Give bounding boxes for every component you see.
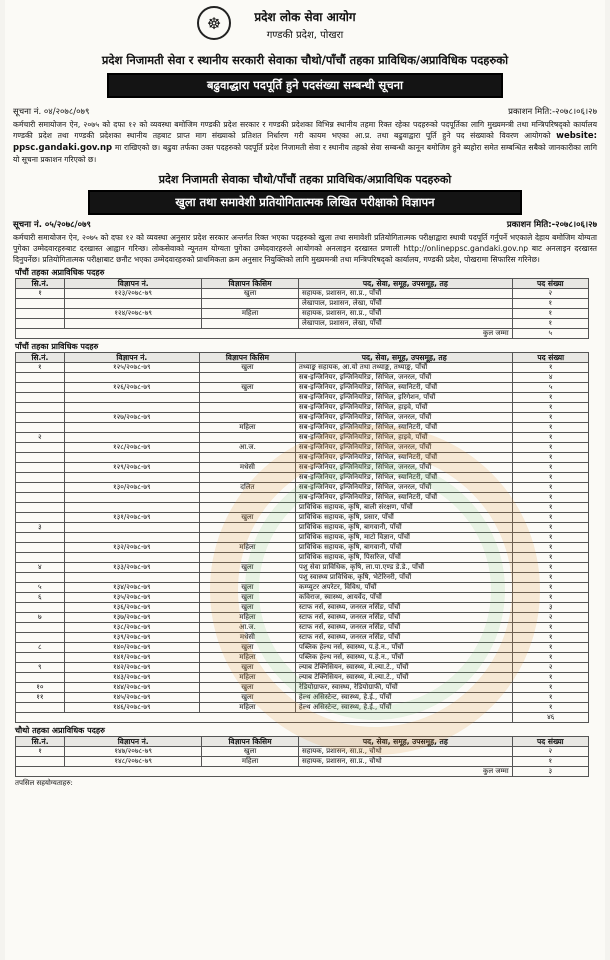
- ad-type-cell: महिला: [199, 543, 295, 553]
- ad-number-cell: १३७/२०७८-७९: [64, 613, 199, 623]
- post-detail-cell: सब-इन्जिनियर, इन्जिनियरिङ, सिभिल, जनरल, पाँचौं: [295, 463, 513, 473]
- post-detail-cell: कम्प्युटर अपरेटर, विविध, पाँचौं: [295, 583, 513, 593]
- post-detail-cell: सब-इन्जिनियर, इन्जिनियरिङ, सिभिल, जनरल, पाँचौं: [295, 443, 513, 453]
- serial-number-cell: [16, 573, 65, 583]
- ad-number-cell: [64, 393, 199, 403]
- serial-number-cell: [16, 553, 65, 563]
- post-detail-cell: स्टाफ नर्स, स्वास्थ्य, जनरल नर्सिङ, पाँचौं: [295, 623, 513, 633]
- ad-type-cell: खुला: [199, 593, 295, 603]
- post-count-cell: ३: [513, 603, 589, 613]
- ad-number-cell: १३२/२०७८-७९: [64, 543, 199, 553]
- post-detail-cell: सब-इन्जिनियर, इन्जिनियरिङ, सिभिल, जनरल, पाँचौं: [295, 373, 513, 383]
- post-count-cell: १: [513, 673, 589, 683]
- column-header-post-detail: पद, सेवा, समूह, उपसमूह, तह: [298, 279, 512, 289]
- serial-number-cell: [16, 299, 65, 309]
- ad-type-cell: [202, 299, 299, 309]
- ad-type-cell: आ.ज.: [199, 623, 295, 633]
- ad-number-cell: १४८/२०७८-७९: [65, 757, 202, 767]
- post-detail-cell: स्टाफ नर्स, स्वास्थ्य, जनरल नर्सिङ, पाँचौं: [295, 633, 513, 643]
- post-count-cell: १: [513, 563, 589, 573]
- serial-number-cell: ६: [16, 593, 65, 603]
- ad-type-cell: खुला: [202, 747, 299, 757]
- ad-type-cell: [199, 573, 295, 583]
- ad-type-cell: मधेसी: [199, 463, 295, 473]
- post-count-cell: २: [512, 747, 588, 757]
- post-count-cell: १: [513, 453, 589, 463]
- table-row: [16, 289, 589, 299]
- table-row: [16, 503, 589, 513]
- serial-number-cell: ११: [16, 693, 65, 703]
- post-detail-cell: सब-इन्जिनियर, इन्जिनियरिङ, सिभिल, जनरल, पाँचौं: [295, 413, 513, 423]
- ad-type-cell: महिला: [199, 423, 295, 433]
- promotion-notice-banner: बढुवाद्धारा पदपूर्ति हुने पदसंख्या सम्बन्धी सूचना: [107, 73, 503, 98]
- table-row: [16, 493, 589, 503]
- serial-number-cell: [16, 483, 65, 493]
- table-row: [16, 413, 589, 423]
- post-detail-cell: रेडियोग्राफर, स्वास्थ्य, रेडियोग्राफी, पाँचौं: [295, 683, 513, 693]
- ad-number-cell: [64, 533, 199, 543]
- ad-number-cell: १२८/२०७८-७९: [64, 443, 199, 453]
- table-row: [16, 693, 589, 703]
- ad-type-cell: खुला: [199, 683, 295, 693]
- ad-number-cell: १४७/२०७८-७९: [65, 747, 202, 757]
- post-detail-cell: सहायक, प्रशासन, सा.प्र., पाँचौं: [298, 289, 512, 299]
- ad-type-cell: महिला: [199, 673, 295, 683]
- ad-number-cell: [65, 299, 202, 309]
- post-count-cell: २: [513, 613, 589, 623]
- table-row: [16, 463, 589, 473]
- post-detail-cell: पब्लिक हेल्थ नर्स, स्वास्थ्य, प.हे.न., पाँचौं: [295, 643, 513, 653]
- ad-number-cell: १२७/२०७८-७९: [64, 413, 199, 423]
- serial-number-cell: [16, 513, 65, 523]
- post-detail-cell: प्राविधिक सहायक, कृषि, पिसरिज, पाँचौं: [295, 553, 513, 563]
- ad-number-cell: १३३/२०७८-७९: [64, 563, 199, 573]
- post-count-cell: १: [513, 593, 589, 603]
- notice1-date: प्रकाशन मिति:-२०७८।०६।२७: [508, 107, 597, 117]
- ad-type-cell: [199, 433, 295, 443]
- notice2-date: प्रकाशन मिति:-२०७८।०६।२७: [506, 220, 597, 230]
- ad-number-cell: [65, 319, 202, 329]
- column-header-ad-number: विज्ञापन नं.: [65, 279, 202, 289]
- table-row: [16, 523, 589, 533]
- ad-type-cell: खुला: [199, 363, 295, 373]
- ad-number-cell: १२५/२०७८-७९: [64, 363, 199, 373]
- serial-number-cell: १: [16, 289, 65, 299]
- notice1-body-end: मा राखिएको छ। बढुवा तर्फका उक्त पदहरुको पदपूर्ति प्रदेश निजामती सेवा र स्थानीय तहको सेवा सम्बन्धी कानून बमोजिम हुने ब्यहोरा समेत सम्बन्धित सबैको जानकारीका लागि यो सूचना प्रकाशन गरिएको छ।: [13, 143, 597, 164]
- ad-type-cell: आ.ज.: [199, 443, 295, 453]
- table-row: [16, 613, 589, 623]
- serial-number-cell: [16, 473, 65, 483]
- ad-number-cell: [64, 423, 199, 433]
- table-row: [16, 683, 589, 693]
- table-row: [16, 299, 589, 309]
- ad-number-cell: १४२/२०७८-७९: [64, 663, 199, 673]
- organization-name: प्रदेश लोक सेवा आयोग: [254, 10, 356, 24]
- ad-type-cell: खुला: [199, 603, 295, 613]
- post-detail-cell: लेखापाल, प्रशासन, लेखा, पाँचौं: [298, 299, 512, 309]
- notice1-body: कर्मचारी समायोजन ऐन, २०७५ को दफा १२ को व्यवस्था बमोजिम गण्डकी प्रदेश सरकार र गण्डकी प्रदेशका विभिन्न स्थानीय तहमा रिक्त रहेका पदहरुको पदपूर्तिका लागि मुख्यमन्त्री तथा मन्त्रिपरिषद्को कार्यालय गण्डकी प्रदेश तथा गण्डकी प्रदेशका स्थानीय तहबाट प्राप्त माग संख्याको प्रतिशत निर्धारण गरी कायम भएका आ.प्र. तथा बढुवाद्वारा पूर्ति हुने पद संख्याको विवरण आयोगको: [13, 120, 597, 140]
- ad-type-cell: [199, 393, 295, 403]
- serial-number-cell: ३: [16, 523, 65, 533]
- post-count-cell: १: [512, 309, 588, 319]
- table-row: [16, 453, 589, 463]
- serial-number-cell: [16, 373, 65, 383]
- serial-number-cell: २: [16, 433, 65, 443]
- post-detail-cell: तथ्याङ्क सहायक, आ.यो तथा तथ्याङ्क, तथ्याङ्क, पाँचौं: [295, 363, 513, 373]
- post-detail-cell: सब-इन्जिनियर, इन्जिनियरिङ, सिभिल, हाइवे, पाँचौं: [295, 403, 513, 413]
- ad-type-cell: दलित: [199, 483, 295, 493]
- notice2-meta: [5, 219, 605, 230]
- ad-number-cell: [64, 493, 199, 503]
- organization-address: गण्डकी प्रदेश, पोखरा: [266, 30, 344, 41]
- post-detail-cell: सब-इन्जिनियर, इन्जिनियरिङ, सिभिल, स्यानिटरी, पाँचौं: [295, 473, 513, 483]
- total-label: [16, 713, 513, 723]
- ad-number-cell: १४३/२०७८-७९: [64, 673, 199, 683]
- post-count-cell: १: [513, 503, 589, 513]
- serial-number-cell: [16, 757, 65, 767]
- notice-page: [5, 0, 605, 960]
- notice1-meta: [5, 106, 605, 117]
- notice1-number: सूचना नं. ०४/२०७८/०७९: [13, 107, 90, 117]
- ad-type-cell: महिला: [199, 613, 295, 623]
- table-row: [16, 747, 589, 757]
- table-row: [16, 653, 589, 663]
- post-detail-cell: कविराज, स्वास्थ्य, आयर्वेद, पाँचौं: [295, 593, 513, 603]
- ad-type-cell: [199, 473, 295, 483]
- ad-type-cell: [199, 453, 295, 463]
- post-detail-cell: प्राविधिक सहायक, कृषि, बागवानी, पाँचौं: [295, 523, 513, 533]
- table-row: [16, 473, 589, 483]
- table-level4-nontechnical: [15, 736, 589, 777]
- post-detail-cell: सहायक, प्रशासन, सा.प्र., पाँचौं: [298, 309, 512, 319]
- post-count-cell: ४: [513, 373, 589, 383]
- total-row: [16, 767, 589, 777]
- post-count-cell: १: [513, 633, 589, 643]
- post-count-cell: २: [513, 663, 589, 673]
- ad-type-cell: [199, 403, 295, 413]
- serial-number-cell: ९: [16, 663, 65, 673]
- column-header-ad-number: विज्ञापन नं.: [64, 353, 199, 363]
- post-detail-cell: सब-इन्जिनियर, इन्जिनियरिङ, सिभिल, स्यानिटरी, पाँचौं: [295, 493, 513, 503]
- table-row: [16, 663, 589, 673]
- post-count-cell: १: [513, 403, 589, 413]
- table-row: [16, 363, 589, 373]
- post-count-cell: १: [513, 523, 589, 533]
- post-detail-cell: सब-इन्जिनियर, इन्जिनियरिङ, सिभिल, जनरल, पाँचौं: [295, 483, 513, 493]
- ad-number-cell: १३४/२०७८-७९: [64, 583, 199, 593]
- website-link[interactable]: website: ppsc.gandaki.gov.np: [13, 131, 597, 153]
- serial-number-cell: [16, 443, 65, 453]
- post-detail-cell: ल्याब टेक्निसियन, स्वास्थ्य, मे.ल्या.टे., पाँचौं: [295, 663, 513, 673]
- table-row: [16, 633, 589, 643]
- ad-type-cell: [199, 503, 295, 513]
- table-row: [16, 573, 589, 583]
- post-detail-cell: सहायक, प्रशासन, सा.प्र., चौथो: [298, 747, 512, 757]
- serial-number-cell: १: [16, 747, 65, 757]
- table-row: [16, 513, 589, 523]
- serial-number-cell: [16, 703, 65, 713]
- column-header-ad-type: विज्ञापन किसिम: [202, 279, 299, 289]
- ad-type-cell: [199, 523, 295, 533]
- post-count-cell: १: [513, 643, 589, 653]
- table-level5-nontechnical: [15, 278, 589, 339]
- ad-type-cell: खुला: [199, 513, 295, 523]
- ad-number-cell: [64, 403, 199, 413]
- ad-type-cell: [199, 553, 295, 563]
- serial-number-cell: ८: [16, 643, 65, 653]
- post-count-cell: १: [513, 473, 589, 483]
- ad-number-cell: १४४/२०७८-७९: [64, 683, 199, 693]
- post-detail-cell: लेखापाल, प्रशासन, लेखा, पाँचौं: [298, 319, 512, 329]
- post-count-cell: १: [512, 299, 588, 309]
- table-row: [16, 533, 589, 543]
- table-row: [16, 593, 589, 603]
- table-row: [16, 757, 589, 767]
- total-label: कुल जम्मा: [16, 767, 513, 777]
- ad-number-cell: १३६/२०७८-७९: [64, 603, 199, 613]
- post-count-cell: १: [513, 533, 589, 543]
- post-detail-cell: हेल्थ असिस्टेन्ट, स्वास्थ्य, हे.ई., पाँचौं: [295, 703, 513, 713]
- ad-type-cell: खुला: [199, 693, 295, 703]
- ad-number-cell: १३१/२०७८-७९: [64, 513, 199, 523]
- column-header-post-count: पद संख्या: [513, 353, 589, 363]
- ad-number-cell: १३८/२०७८-७९: [64, 623, 199, 633]
- total-count: ३: [512, 767, 588, 777]
- table1-title: पाँचौं तहका अप्राविधिक पदहरु: [15, 268, 105, 277]
- ad-type-cell: खुला: [202, 289, 299, 299]
- serial-number-cell: [16, 603, 65, 613]
- notice-subtitle: प्रदेश निजामती सेवा र स्थानीय सरकारी सेवाका चौथो/पाँचौं तहका प्राविधिक/अप्राविधिक पदहरुको: [101, 53, 509, 67]
- table-row: [16, 703, 589, 713]
- table-row: [16, 443, 589, 453]
- post-detail-cell: पशु स्वास्थ्य प्राविधिक, कृषि, भेटेरिनरी, पाँचौं: [295, 573, 513, 583]
- table-row: [16, 553, 589, 563]
- serial-number-cell: ४: [16, 563, 65, 573]
- post-count-cell: १: [513, 653, 589, 663]
- post-count-cell: १: [513, 363, 589, 373]
- column-header-serial-number: सि.नं.: [16, 353, 65, 363]
- serial-number-cell: [16, 543, 65, 553]
- post-count-cell: १: [513, 393, 589, 403]
- ad-type-cell: [199, 373, 295, 383]
- post-count-cell: ५: [513, 383, 589, 393]
- post-detail-cell: पब्लिक हेल्थ नर्स, स्वास्थ्य, प.हे.न., पाँचौं: [295, 653, 513, 663]
- table-row: [16, 393, 589, 403]
- serial-number-cell: [16, 393, 65, 403]
- table-row: [16, 543, 589, 553]
- ad-type-cell: खुला: [199, 663, 295, 673]
- notice2-heading: प्रदेश निजामती सेवाका चौथो/पाँचौं तहका प्राविधिक/अप्राविधिक पदहरुको: [158, 173, 452, 186]
- serial-number-cell: [16, 309, 65, 319]
- serial-number-cell: ५: [16, 583, 65, 593]
- post-detail-cell: प्राविधिक सहायक, कृषि, प्रसार, पाँचौं: [295, 513, 513, 523]
- ad-type-cell: [199, 493, 295, 503]
- ad-number-cell: [64, 373, 199, 383]
- ad-number-cell: [64, 433, 199, 443]
- column-header-post-count: पद संख्या: [512, 737, 588, 747]
- table-row: [16, 373, 589, 383]
- ad-number-cell: १२६/२०७८-७९: [64, 383, 199, 393]
- ad-number-cell: [64, 503, 199, 513]
- post-count-cell: १: [513, 493, 589, 503]
- ad-number-cell: [64, 453, 199, 463]
- table-row: [16, 403, 589, 413]
- serial-number-cell: [16, 403, 65, 413]
- table-row: [16, 309, 589, 319]
- ad-number-cell: १४१/२०७८-७९: [64, 653, 199, 663]
- column-header-serial-number: सि.नं.: [16, 279, 65, 289]
- post-detail-cell: प्राविधिक सहायक, कृषि, बागवानी, पाँचौं: [295, 543, 513, 553]
- post-detail-cell: ल्याब टेक्निसियन, स्वास्थ्य, मे.ल्या.टे., पाँचौं: [295, 673, 513, 683]
- table-row: [16, 483, 589, 493]
- post-count-cell: १: [513, 703, 589, 713]
- ad-type-cell: मधेसी: [199, 633, 295, 643]
- ad-number-cell: १२३/२०७८-७९: [65, 289, 202, 299]
- serial-number-cell: [16, 453, 65, 463]
- post-detail-cell: प्राविधिक सहायक, कृषि, माटो विज्ञान, पाँचौं: [295, 533, 513, 543]
- post-detail-cell: प्राविधिक सहायक, कृषि, बाली संरक्षण, पाँचौं: [295, 503, 513, 513]
- column-header-post-detail: पद, सेवा, समूह, उपसमूह, तह: [295, 353, 513, 363]
- ad-number-cell: १३९/२०७८-७९: [64, 633, 199, 643]
- post-detail-cell: स्टाफ नर्स, स्वास्थ्य, जनरल नर्सिङ, पाँचौं: [295, 603, 513, 613]
- total-count: ४६: [513, 713, 589, 723]
- ad-number-cell: १२९/२०७८-७९: [64, 463, 199, 473]
- ad-type-cell: [199, 413, 295, 423]
- column-header-ad-number: विज्ञापन नं.: [65, 737, 202, 747]
- ad-number-cell: [64, 473, 199, 483]
- ad-type-cell: महिला: [199, 703, 295, 713]
- column-header-post-count: पद संख्या: [512, 279, 588, 289]
- ad-type-cell: खुला: [199, 383, 295, 393]
- footer-note: तपसिल सहयोग्यताहरु:: [15, 779, 73, 787]
- column-header-post-detail: पद, सेवा, समूह, उपसमूह, तह: [298, 737, 512, 747]
- post-count-cell: १: [513, 423, 589, 433]
- serial-number-cell: [16, 423, 65, 433]
- total-count: ५: [512, 329, 588, 339]
- serial-number-cell: [16, 533, 65, 543]
- ad-number-cell: १४०/२०७८-७९: [64, 643, 199, 653]
- post-count-cell: १: [512, 757, 588, 767]
- post-detail-cell: सब-इन्जिनियर, इन्जिनियरिङ, सिभिल, स्यानिटरी, पाँचौं: [295, 383, 513, 393]
- post-count-cell: १: [513, 623, 589, 633]
- post-count-cell: १: [513, 583, 589, 593]
- serial-number-cell: [16, 493, 65, 503]
- serial-number-cell: [16, 383, 65, 393]
- ad-number-cell: १४५/२०७८-७९: [64, 693, 199, 703]
- table-row: [16, 623, 589, 633]
- serial-number-cell: [16, 623, 65, 633]
- table-row: [16, 583, 589, 593]
- post-count-cell: १: [513, 693, 589, 703]
- serial-number-cell: [16, 503, 65, 513]
- column-header-ad-type: विज्ञापन किसिम: [202, 737, 299, 747]
- post-count-cell: १: [513, 513, 589, 523]
- table-row: [16, 383, 589, 393]
- total-label: कुल जम्मा: [16, 329, 513, 339]
- table-row: [16, 603, 589, 613]
- serial-number-cell: [16, 673, 65, 683]
- table-row: [16, 563, 589, 573]
- ad-number-cell: १३०/२०७८-७९: [64, 483, 199, 493]
- notice2-text: कर्मचारी समायोजन ऐन, २०७५ को दफा १२ को व्यवस्था अनुसार प्रदेश सरकार अन्तर्गत रिक्त भएका पदहरुको खुला तथा समावेशी प्रतियोगितात्मक परीक्षाद्वारा स्थायी पदपूर्ति गर्नुपर्ने भएकाले देहाय बमोजिम योग्यता पुगेका उम्मेदवारहरुबाट दरखास्त आह्वान गरिन्छ। लोकसेवाको न्यूनतम योग्यता पुगेका उम्मेदवारहरुले आयोगको अनलाइन दरखास्त प्रणाली http://onlineppsc.gandaki.gov.np बाट अनलाइन दरखास्त दिनुपर्नेछ। प्रतियोगितात्मक परीक्षाबाट छनौट भएका उम्मेदवारहरुको प्राथमिकता क्रम अनुसार नियुक्तिको लागि मुख्यमन्त्री तथा मन्त्रिपरिषद्को कार्यालय, गण्डकी प्रदेश, पोखरामा सिफारिस गरिनेछ।: [13, 233, 597, 264]
- post-count-cell: १: [513, 433, 589, 443]
- ad-number-cell: १३५/२०७८-७९: [64, 593, 199, 603]
- post-detail-cell: हेल्थ असिस्टेन्ट, स्वास्थ्य, हे.ई., पाँचौं: [295, 693, 513, 703]
- table-level5-technical: [15, 352, 589, 723]
- serial-number-cell: १: [16, 363, 65, 373]
- post-detail-cell: सब-इन्जिनियर, इन्जिनियरिङ, सिभिल, इरिगेशन, पाँचौं: [295, 393, 513, 403]
- serial-number-cell: १०: [16, 683, 65, 693]
- serial-number-cell: [16, 633, 65, 643]
- table2-title: पाँचौं तहका प्राविधिक पदहरु: [15, 342, 99, 351]
- ad-number-cell: १४६/२०७८-७९: [64, 703, 199, 713]
- notice1-text: [5, 119, 605, 165]
- post-count-cell: १: [512, 319, 588, 329]
- post-count-cell: १: [513, 463, 589, 473]
- post-count-cell: १: [513, 553, 589, 563]
- post-detail-cell: सहायक, प्रशासन, सा.प्र., चौथो: [298, 757, 512, 767]
- exam-advertisement-banner: खुला तथा समावेशी प्रतियोगितात्मक लिखित परीक्षाको विज्ञापन: [88, 190, 522, 215]
- post-detail-cell: सब-इन्जिनियर, इन्जिनियरिङ, सिभिल, हाइवे, पाँचौं: [295, 433, 513, 443]
- notice2-number: सूचना नं. ०५/२०७८/०७९: [13, 220, 91, 230]
- post-count-cell: १: [513, 483, 589, 493]
- total-row: [16, 329, 589, 339]
- ad-number-cell: [64, 573, 199, 583]
- ad-type-cell: खुला: [199, 643, 295, 653]
- table-row: [16, 423, 589, 433]
- table-row: [16, 319, 589, 329]
- ad-type-cell: महिला: [202, 309, 299, 319]
- column-header-ad-type: विज्ञापन किसिम: [199, 353, 295, 363]
- post-detail-cell: स्टाफ नर्स, स्वास्थ्य, जनरल नर्सिङ, पाँचौं: [295, 613, 513, 623]
- ad-type-cell: महिला: [202, 757, 299, 767]
- table-row: [16, 643, 589, 653]
- post-detail-cell: पशु सेवा प्राविधिक, कृषि, ला.पा.एण्ड डे.डे., पाँचौं: [295, 563, 513, 573]
- serial-number-cell: [16, 463, 65, 473]
- post-detail-cell: सब-इन्जिनियर, इन्जिनियरिङ, सिभिल, स्यानिटरी, पाँचौं: [295, 453, 513, 463]
- table3-title: चौथो तहका अप्राविधिक पदहरु: [15, 726, 105, 735]
- post-count-cell: १: [513, 443, 589, 453]
- ad-type-cell: [202, 319, 299, 329]
- ad-type-cell: [199, 533, 295, 543]
- serial-number-cell: ७: [16, 613, 65, 623]
- post-count-cell: १: [513, 573, 589, 583]
- table-row: [16, 433, 589, 443]
- post-detail-cell: सब-इन्जिनियर, इन्जिनियरिङ, सिभिल, स्यानिटरी, पाँचौं: [295, 423, 513, 433]
- serial-number-cell: [16, 413, 65, 423]
- total-row: [16, 713, 589, 723]
- notice-header: [5, 0, 605, 52]
- ad-number-cell: [64, 553, 199, 563]
- table-row: [16, 673, 589, 683]
- post-count-cell: १: [513, 413, 589, 423]
- post-count-cell: २: [512, 289, 588, 299]
- post-count-cell: १: [513, 543, 589, 553]
- ad-number-cell: [64, 523, 199, 533]
- post-count-cell: १: [513, 683, 589, 693]
- government-emblem-icon: ☸: [197, 6, 231, 40]
- serial-number-cell: [16, 653, 65, 663]
- ad-number-cell: १२४/२०७८-७९: [65, 309, 202, 319]
- ad-type-cell: खुला: [199, 563, 295, 573]
- column-header-serial-number: सि.नं.: [16, 737, 65, 747]
- ad-type-cell: खुला: [199, 583, 295, 593]
- ad-type-cell: महिला: [199, 653, 295, 663]
- serial-number-cell: [16, 319, 65, 329]
